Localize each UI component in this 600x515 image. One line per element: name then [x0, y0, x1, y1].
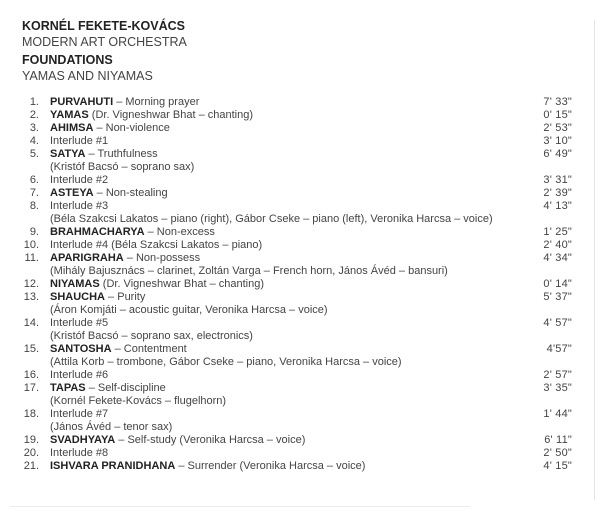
- track-number: 1.: [29, 96, 39, 108]
- track-title: [50, 252, 200, 265]
- track-name: SHAUCHA: [50, 291, 105, 303]
- track-duration: 3' 35": [543, 382, 572, 394]
- track-name: YAMAS: [50, 109, 89, 121]
- album-title: FOUNDATIONS: [22, 53, 113, 67]
- track-row: [0, 174, 600, 187]
- track-row: [0, 460, 600, 473]
- track-duration: 1' 25": [543, 226, 572, 238]
- track-number: 6.: [29, 174, 39, 186]
- track-duration: 4' 15": [543, 460, 572, 472]
- track-duration: 6' 11": [544, 434, 572, 446]
- track-number: 2.: [29, 109, 39, 121]
- track-duration: 5' 37": [543, 291, 572, 303]
- track-description: (Dr. Vigneshwar Bhat – chanting): [99, 278, 264, 290]
- track-number: 9.: [29, 226, 39, 238]
- track-duration: 2' 39": [543, 187, 572, 199]
- track-duration: 2' 57": [543, 369, 572, 381]
- track-row: [0, 200, 600, 213]
- track-title: [50, 369, 108, 382]
- track-number: 11.: [24, 252, 39, 264]
- track-title: [50, 135, 108, 148]
- track-description: – Non-excess: [144, 226, 215, 238]
- track-credit-row: [0, 330, 600, 343]
- track-row: [0, 317, 600, 330]
- track-row: [0, 369, 600, 382]
- track-description: – Non-stealing: [93, 187, 168, 199]
- track-number: 18.: [23, 408, 39, 420]
- track-credits: (Kornél Fekete-Kovács – flugelhorn): [50, 395, 227, 407]
- track-title: [50, 343, 187, 356]
- track-credit-row: [0, 421, 600, 434]
- track-row: [0, 382, 600, 395]
- track-row: [0, 96, 600, 109]
- track-description: Interlude #7: [50, 408, 109, 420]
- track-duration: 4'57": [546, 343, 572, 355]
- scan-edge-line: [594, 20, 595, 500]
- track-title: [50, 122, 170, 135]
- track-row: [0, 408, 600, 421]
- track-description: – Truthfulness: [85, 148, 158, 160]
- track-title: [50, 226, 215, 239]
- track-number: 12.: [23, 278, 39, 290]
- track-credits: (Béla Szakcsi Lakatos – piano (right), Gábor Cseke – piano (left), Veronika Harcsa – voice): [50, 213, 493, 225]
- track-row: [0, 109, 600, 122]
- track-number: 10.: [23, 239, 39, 251]
- track-duration: 1' 44": [543, 408, 572, 420]
- track-name: APARIGRAHA: [50, 252, 124, 264]
- track-title: [50, 460, 365, 473]
- track-credit-row: [0, 304, 600, 317]
- track-credits: (Áron Komjáti – acoustic guitar, Veronika Harcsa – voice): [50, 304, 328, 316]
- track-credits: (Attila Korb – trombone, Gábor Cseke – piano, Veronika Harcsa – voice): [50, 356, 402, 368]
- track-description: Interlude #2: [50, 174, 109, 186]
- track-row: [0, 187, 600, 200]
- track-title: [50, 408, 108, 421]
- track-row: [0, 278, 600, 291]
- track-number: 16.: [23, 369, 39, 381]
- track-row: [0, 252, 600, 265]
- track-title: [50, 278, 264, 291]
- track-duration: 3' 31": [543, 174, 572, 186]
- track-row: [0, 239, 600, 252]
- track-description: Interlude #6: [50, 369, 109, 381]
- track-title: [50, 200, 108, 213]
- track-title: [50, 148, 158, 161]
- track-title: [50, 239, 262, 252]
- track-credit-row: [0, 213, 600, 226]
- track-duration: 4' 34": [543, 252, 572, 264]
- track-title: [50, 434, 305, 447]
- track-duration: 3' 10": [543, 135, 572, 147]
- track-row: [0, 122, 600, 135]
- track-duration: 7' 33": [543, 96, 572, 108]
- track-title: [50, 382, 166, 395]
- track-description: – Non-possess: [123, 252, 201, 264]
- track-name: ASTEYA: [50, 187, 94, 199]
- track-name: AHIMSA: [50, 122, 94, 134]
- track-number: 13.: [23, 291, 39, 303]
- track-description: Interlude #1: [50, 135, 109, 147]
- track-row: [0, 343, 600, 356]
- track-name: SVADHYAYA: [50, 434, 116, 446]
- track-description: – Non-violence: [93, 122, 170, 134]
- track-title: [50, 291, 145, 304]
- track-duration: 2' 53": [543, 122, 572, 134]
- track-description: – Self-study (Veronika Harcsa – voice): [115, 434, 306, 446]
- track-title: [50, 109, 253, 122]
- track-number: 7.: [29, 187, 39, 199]
- track-row: [0, 447, 600, 460]
- track-number: 14.: [23, 317, 39, 329]
- track-row: [0, 226, 600, 239]
- track-number: 19.: [23, 434, 39, 446]
- track-name: PURVAHUTI: [50, 96, 114, 108]
- track-credits: (Kristóf Bacsó – soprano sax, electronics): [50, 330, 253, 342]
- track-name: NIYAMAS: [50, 278, 100, 290]
- track-row: [0, 291, 600, 304]
- track-name: SANTOSHA: [50, 343, 112, 355]
- track-number: 15.: [23, 343, 39, 355]
- track-number: 5.: [29, 148, 39, 160]
- track-title: [50, 187, 168, 200]
- track-description: – Morning prayer: [113, 96, 200, 108]
- track-credit-row: [0, 161, 600, 174]
- track-name: TAPAS: [50, 382, 86, 394]
- track-credit-row: [0, 265, 600, 278]
- track-title: [50, 96, 199, 109]
- ensemble-name: MODERN ART ORCHESTRA: [22, 35, 187, 49]
- artist-name: KORNÉL FEKETE-KOVÁCS: [22, 19, 185, 33]
- track-title: [50, 317, 108, 330]
- track-duration: 4' 57": [543, 317, 572, 329]
- tracklist: [0, 96, 600, 473]
- track-duration: 4' 13": [543, 200, 572, 212]
- track-credits: (Mihály Bajusznács – clarinet, Zoltán Varga – French horn, János Ávéd – bansuri): [50, 265, 448, 277]
- track-name: ISHVARA PRANIDHANA: [50, 460, 176, 472]
- track-title: [50, 174, 108, 187]
- track-credit-row: [0, 395, 600, 408]
- track-row: [0, 148, 600, 161]
- track-duration: 6' 49": [543, 148, 572, 160]
- track-number: 20.: [23, 447, 39, 459]
- track-row: [0, 434, 600, 447]
- track-credits: (Kristóf Bacsó – soprano sax): [50, 161, 195, 173]
- track-description: (Dr. Vigneshwar Bhat – chanting): [88, 109, 253, 121]
- track-name: SATYA: [50, 148, 86, 160]
- track-credits: (János Ávéd – tenor sax): [50, 421, 173, 433]
- album-subtitle: YAMAS AND NIYAMAS: [22, 69, 153, 83]
- scan-bottom-line: [10, 506, 470, 507]
- track-description: Interlude #8: [50, 447, 109, 459]
- track-number: 17.: [23, 382, 39, 394]
- track-description: – Surrender (Veronika Harcsa – voice): [175, 460, 366, 472]
- album-header: [22, 18, 187, 84]
- track-number: 4.: [29, 135, 39, 147]
- track-duration: 2' 40": [543, 239, 572, 251]
- track-description: Interlude #5: [50, 317, 109, 329]
- track-duration: 2' 50": [543, 447, 572, 459]
- track-credit-row: [0, 356, 600, 369]
- track-title: [50, 447, 108, 460]
- track-name: BRAHMACHARYA: [50, 226, 145, 238]
- track-description: – Purity: [105, 291, 146, 303]
- track-duration: 0' 15": [543, 109, 572, 121]
- track-row: [0, 135, 600, 148]
- track-description: Interlude #4 (Béla Szakcsi Lakatos – piano): [50, 239, 263, 251]
- track-number: 21.: [23, 460, 39, 472]
- track-number: 3.: [29, 122, 39, 134]
- track-description: Interlude #3: [50, 200, 109, 212]
- track-number: 8.: [29, 200, 39, 212]
- track-duration: 0' 14": [543, 278, 572, 290]
- track-description: – Self-discipline: [85, 382, 166, 394]
- track-description: – Contentment: [111, 343, 187, 355]
